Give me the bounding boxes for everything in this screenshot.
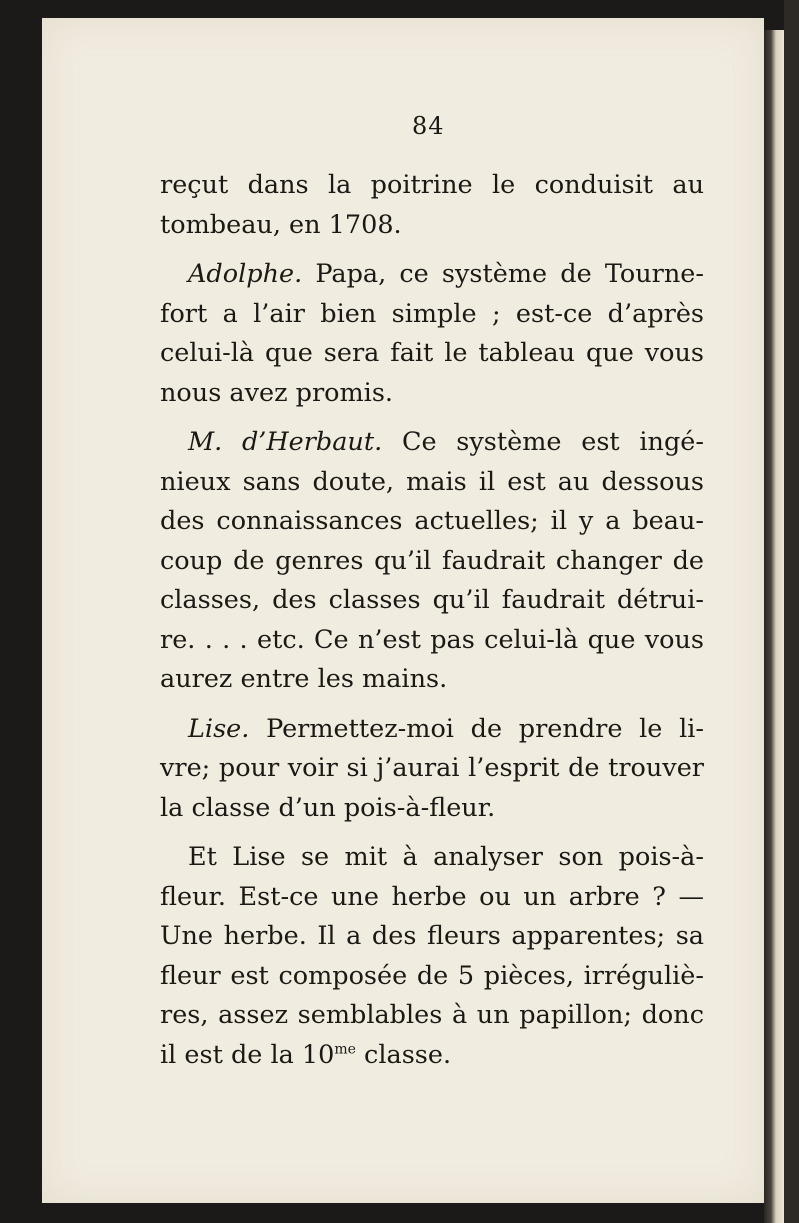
text-line: classes, des classes qu’il faudrait détrui-	[160, 585, 704, 615]
text-line: res, assez semblables à un papillon; donc	[160, 1000, 704, 1030]
text-line: fleur est composée de 5 pièces, irréguliè-	[160, 960, 704, 991]
text-fragment: classe.	[355, 1039, 452, 1070]
text-line: nous avez promis.	[160, 377, 394, 408]
text-fragment: il est de la 10	[160, 1039, 335, 1070]
next-page-edge	[764, 30, 784, 1223]
text-line: reçut dans la poitrine le conduisit au	[160, 170, 704, 200]
paragraph-2	[160, 255, 704, 413]
text-line: celui-là que sera fait le tableau que vous	[160, 338, 704, 368]
text-line: fleur. Est-ce une herbe ou un arbre ? —	[160, 881, 704, 912]
paragraph-3	[160, 423, 704, 700]
text-line: re. . . . etc. Ce n’est pas celui-là que vous	[160, 624, 704, 655]
speaker-name: Lise.	[188, 713, 250, 744]
ordinal-superscript: me	[334, 1041, 356, 1057]
text-line: fort a l’air bien simple ; est-ce d’après	[160, 298, 704, 329]
text-fragment: Ce système est ingé-	[401, 427, 705, 457]
text-line	[160, 255, 704, 295]
paragraph-5	[160, 838, 704, 1075]
text-line: des connaissances actuelles; il y a beau-	[160, 506, 704, 536]
paragraph-4	[160, 710, 704, 829]
page-number: 84	[412, 112, 445, 140]
text-line	[160, 423, 704, 463]
scan-border	[784, 0, 799, 1223]
text-line	[160, 710, 704, 750]
text-line: tombeau, en 1708.	[160, 209, 402, 240]
text-line: Une herbe. Il a des fleurs apparentes; sa	[160, 921, 704, 951]
text-line: Et Lise se mit à analyser son pois-à-	[188, 842, 704, 872]
speaker-name: Adolphe.	[188, 259, 303, 289]
text-line: vre; pour voir si j’aurai l’esprit de trouver	[160, 753, 704, 783]
text-fragment: Papa, ce système de Tourne-	[315, 259, 704, 289]
text-line: nieux sans doute, mais il est au dessous	[160, 466, 704, 497]
page-text	[160, 166, 704, 1075]
speaker-name: M. d’Herbaut.	[188, 427, 383, 457]
text-fragment: Permettez-moi de prendre le li-	[266, 713, 704, 744]
text-line: aurez entre les mains.	[160, 664, 448, 694]
text-line: la classe d’un pois-à-fleur.	[160, 792, 496, 823]
text-line: coup de genres qu’il faudrait changer de	[160, 545, 704, 576]
paragraph-1	[160, 166, 704, 245]
text-line	[160, 1036, 704, 1076]
